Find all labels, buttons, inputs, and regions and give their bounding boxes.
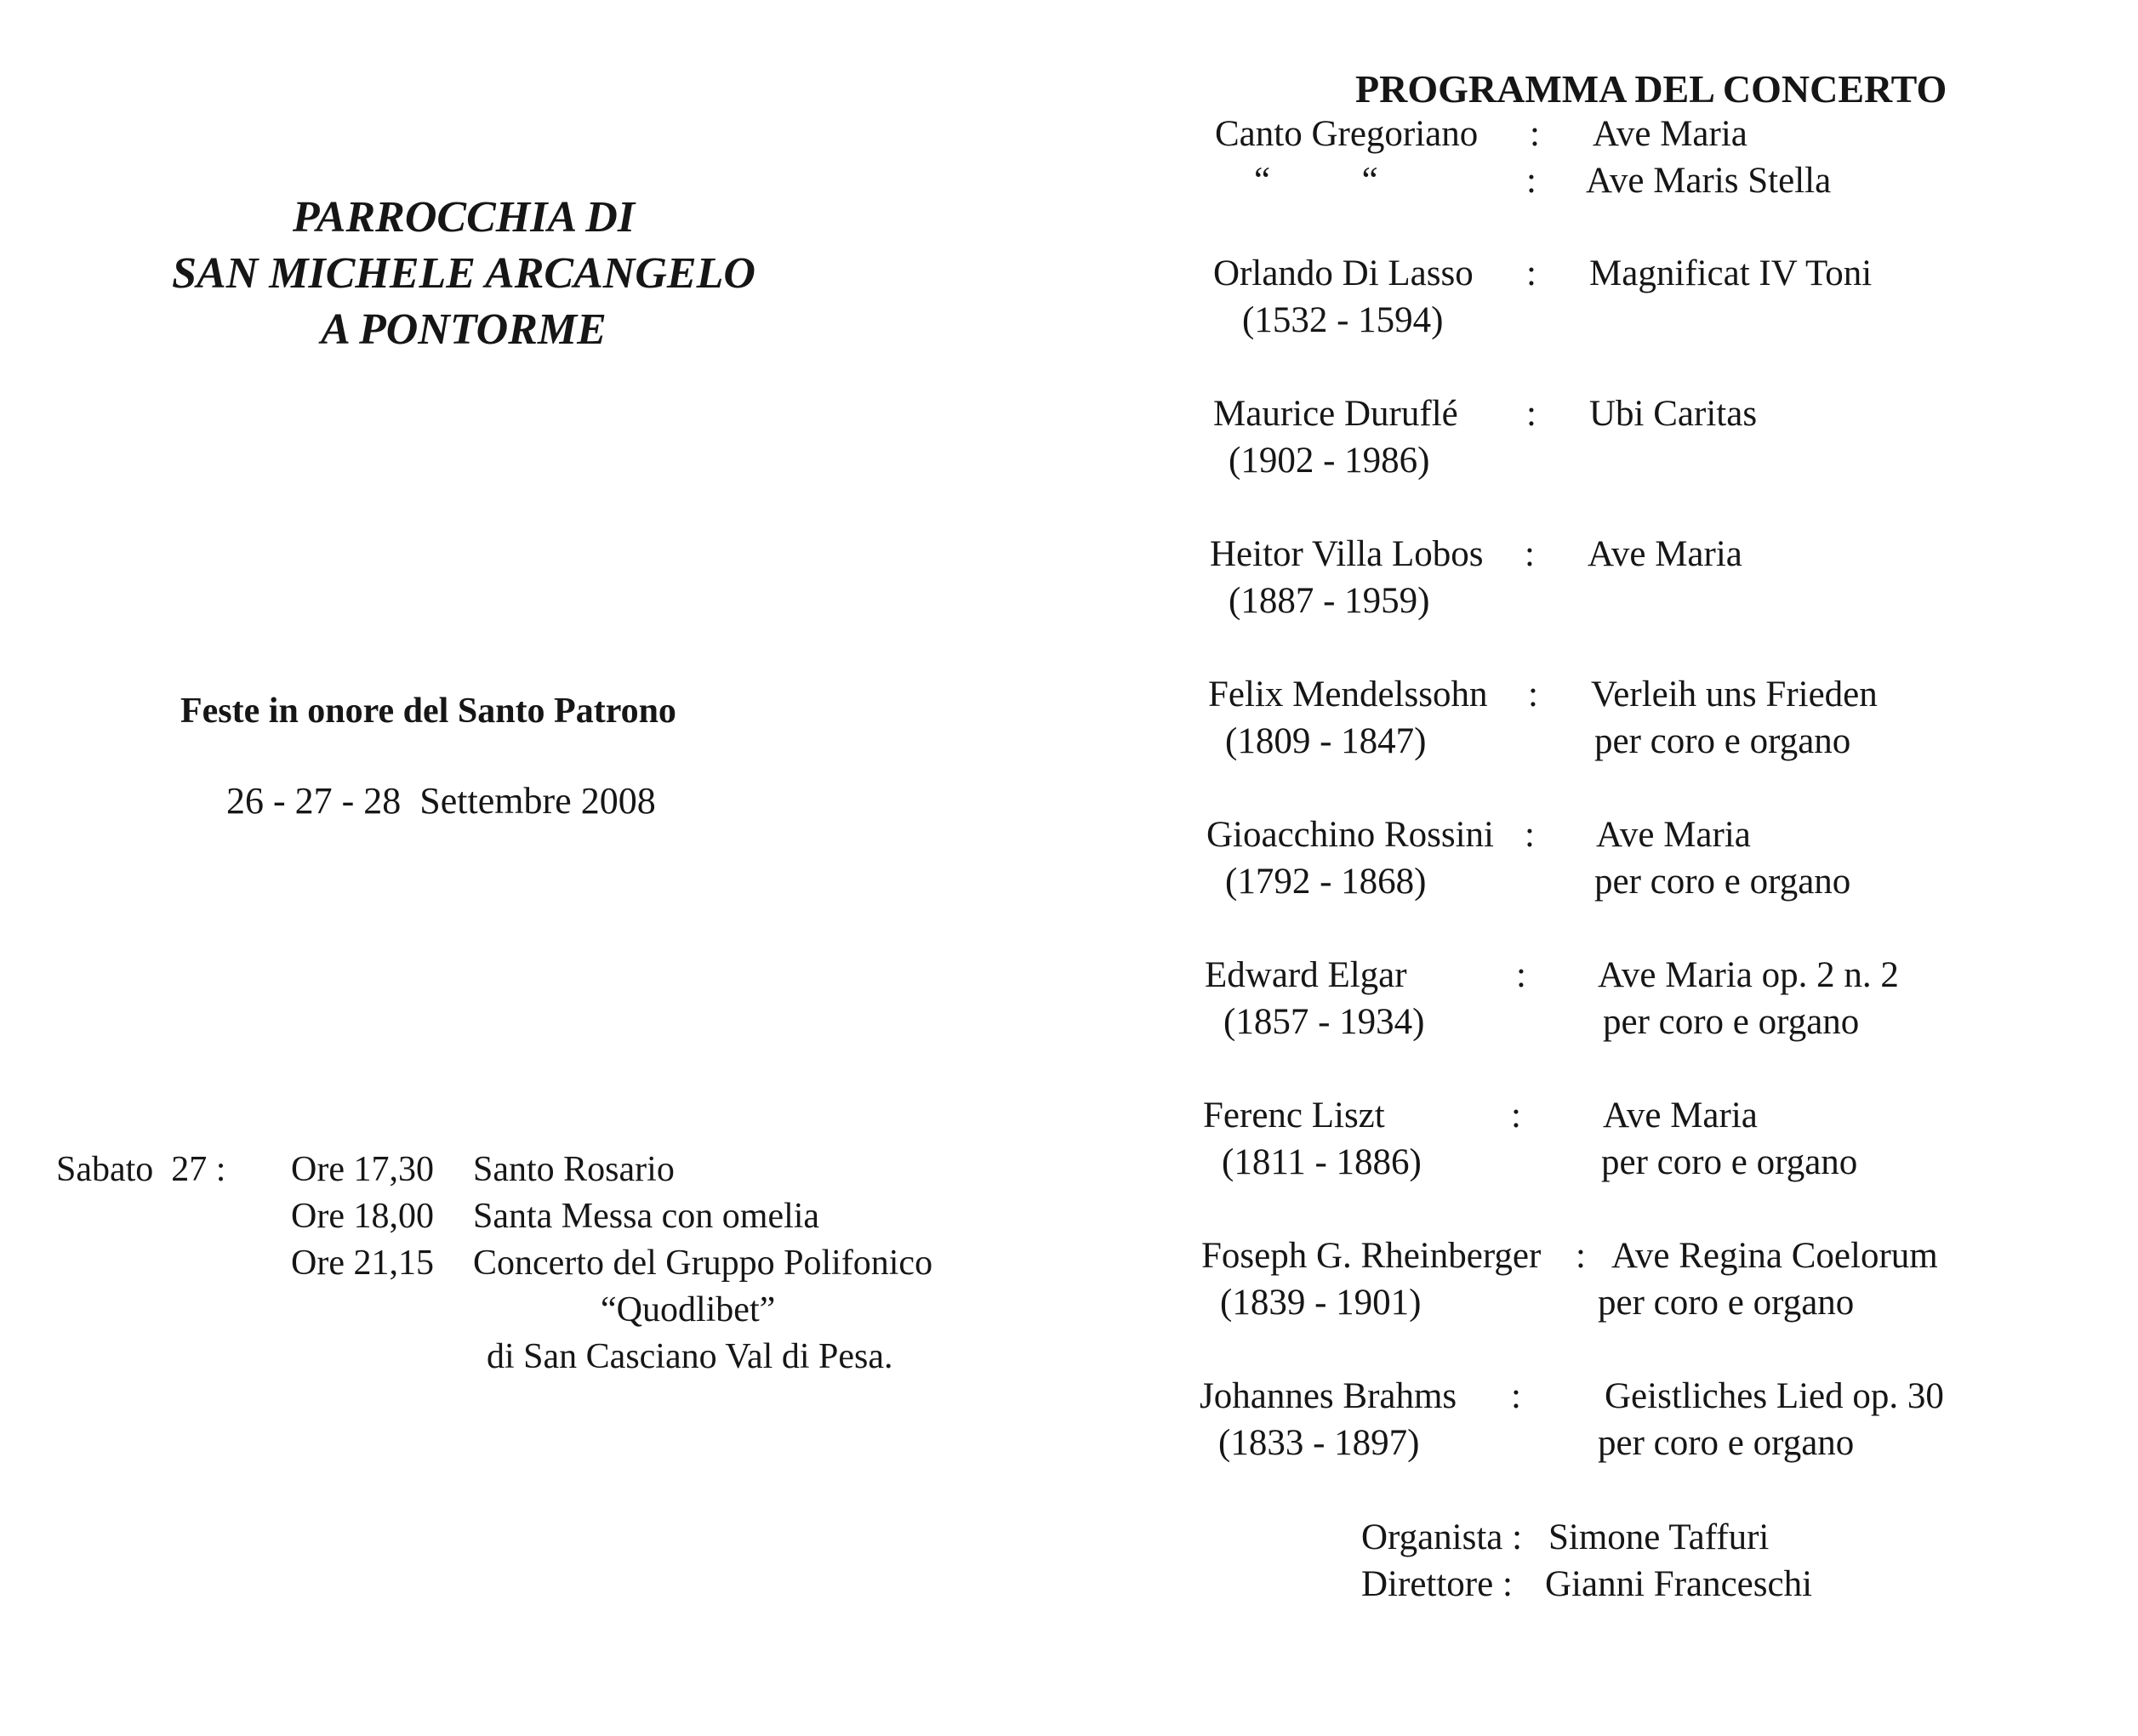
separator: :	[1526, 253, 1537, 293]
composer-name: Canto Gregoriano	[1215, 114, 1479, 154]
work-title: Ave Maris Stella	[1586, 161, 1832, 201]
work-note: per coro e organo	[1594, 862, 1851, 902]
parish-title-line-3: A PONTORME	[321, 305, 607, 354]
composer-name: Foseph G. Rheinberger	[1201, 1236, 1542, 1276]
separator: :	[1576, 1236, 1586, 1276]
composer-years: (1902 - 1986)	[1229, 441, 1430, 481]
composer-name: Orlando Di Lasso	[1213, 253, 1474, 293]
group-place: di San Casciano Val di Pesa.	[487, 1337, 893, 1376]
feast-title: Feste in onore del Santo Patrono	[180, 692, 676, 731]
schedule-time: Ore 18,00	[291, 1197, 434, 1236]
work-note: per coro e organo	[1598, 1423, 1855, 1463]
credit-name: Gianni Franceschi	[1545, 1564, 1813, 1604]
composer-years: (1833 - 1897)	[1218, 1423, 1420, 1463]
work-title: Ave Maria	[1603, 1096, 1758, 1136]
work-note: per coro e organo	[1594, 721, 1851, 761]
work-note: per coro e organo	[1603, 1002, 1860, 1042]
composer-years: (1839 - 1901)	[1220, 1283, 1422, 1323]
composer-name: Heitor Villa Lobos	[1210, 534, 1484, 574]
work-title: Ave Maria	[1593, 114, 1747, 154]
composer-name: Gioacchino Rossini	[1206, 815, 1494, 855]
separator: :	[1516, 955, 1526, 995]
work-title: Ave Maria	[1588, 534, 1742, 574]
composer-years: (1532 - 1594)	[1242, 300, 1444, 340]
schedule-desc: Santa Messa con omelia	[473, 1197, 820, 1236]
credit-role: Direttore :	[1361, 1564, 1513, 1604]
composer-name: Johannes Brahms	[1200, 1376, 1457, 1416]
group-name: “Quodlibet”	[601, 1290, 776, 1329]
separator: :	[1511, 1096, 1521, 1136]
separator: :	[1528, 674, 1538, 714]
composer-years: (1887 - 1959)	[1229, 581, 1430, 621]
work-title: Verleih uns Frieden	[1591, 674, 1878, 714]
separator: :	[1530, 114, 1540, 154]
credit-role: Organista :	[1361, 1517, 1523, 1557]
composer-name: Ferenc Liszt	[1203, 1096, 1385, 1136]
separator: :	[1525, 815, 1535, 855]
work-title: Magnificat IV Toni	[1589, 253, 1873, 293]
work-title: Ave Maria op. 2 n. 2	[1598, 955, 1899, 995]
schedule-day: Sabato 27 :	[56, 1150, 226, 1189]
separator: :	[1525, 534, 1535, 574]
schedule-time: Ore 17,30	[291, 1150, 434, 1189]
separator: :	[1526, 394, 1537, 434]
work-title: Geistliches Lied op. 30	[1605, 1376, 1944, 1416]
composer-name: Maurice Duruflé	[1213, 394, 1458, 434]
composer-name: Edward Elgar	[1205, 955, 1407, 995]
work-title: Ave Maria	[1596, 815, 1751, 855]
schedule-desc: Concerto del Gruppo Polifonico	[473, 1244, 933, 1283]
separator: :	[1526, 161, 1537, 201]
work-title: Ave Regina Coelorum	[1611, 1236, 1938, 1276]
separator: :	[1511, 1376, 1521, 1416]
program-title: PROGRAMMA DEL CONCERTO	[1355, 67, 1947, 111]
composer-name: “ “	[1254, 161, 1378, 201]
composer-name: Felix Mendelssohn	[1208, 674, 1488, 714]
composer-years: (1792 - 1868)	[1225, 862, 1427, 902]
work-note: per coro e organo	[1598, 1283, 1855, 1323]
credit-name: Simone Taffuri	[1548, 1517, 1770, 1557]
composer-years: (1811 - 1886)	[1222, 1142, 1422, 1182]
composer-years: (1809 - 1847)	[1225, 721, 1427, 761]
composer-years: (1857 - 1934)	[1223, 1002, 1425, 1042]
schedule-time: Ore 21,15	[291, 1244, 434, 1283]
feast-dates: 26 - 27 - 28 Settembre 2008	[226, 780, 656, 822]
work-title: Ubi Caritas	[1589, 394, 1758, 434]
work-note: per coro e organo	[1601, 1142, 1858, 1182]
parish-title-line-2: SAN MICHELE ARCANGELO	[172, 249, 755, 298]
parish-title-line-1: PARROCCHIA DI	[292, 193, 636, 242]
schedule-desc: Santo Rosario	[473, 1150, 675, 1189]
